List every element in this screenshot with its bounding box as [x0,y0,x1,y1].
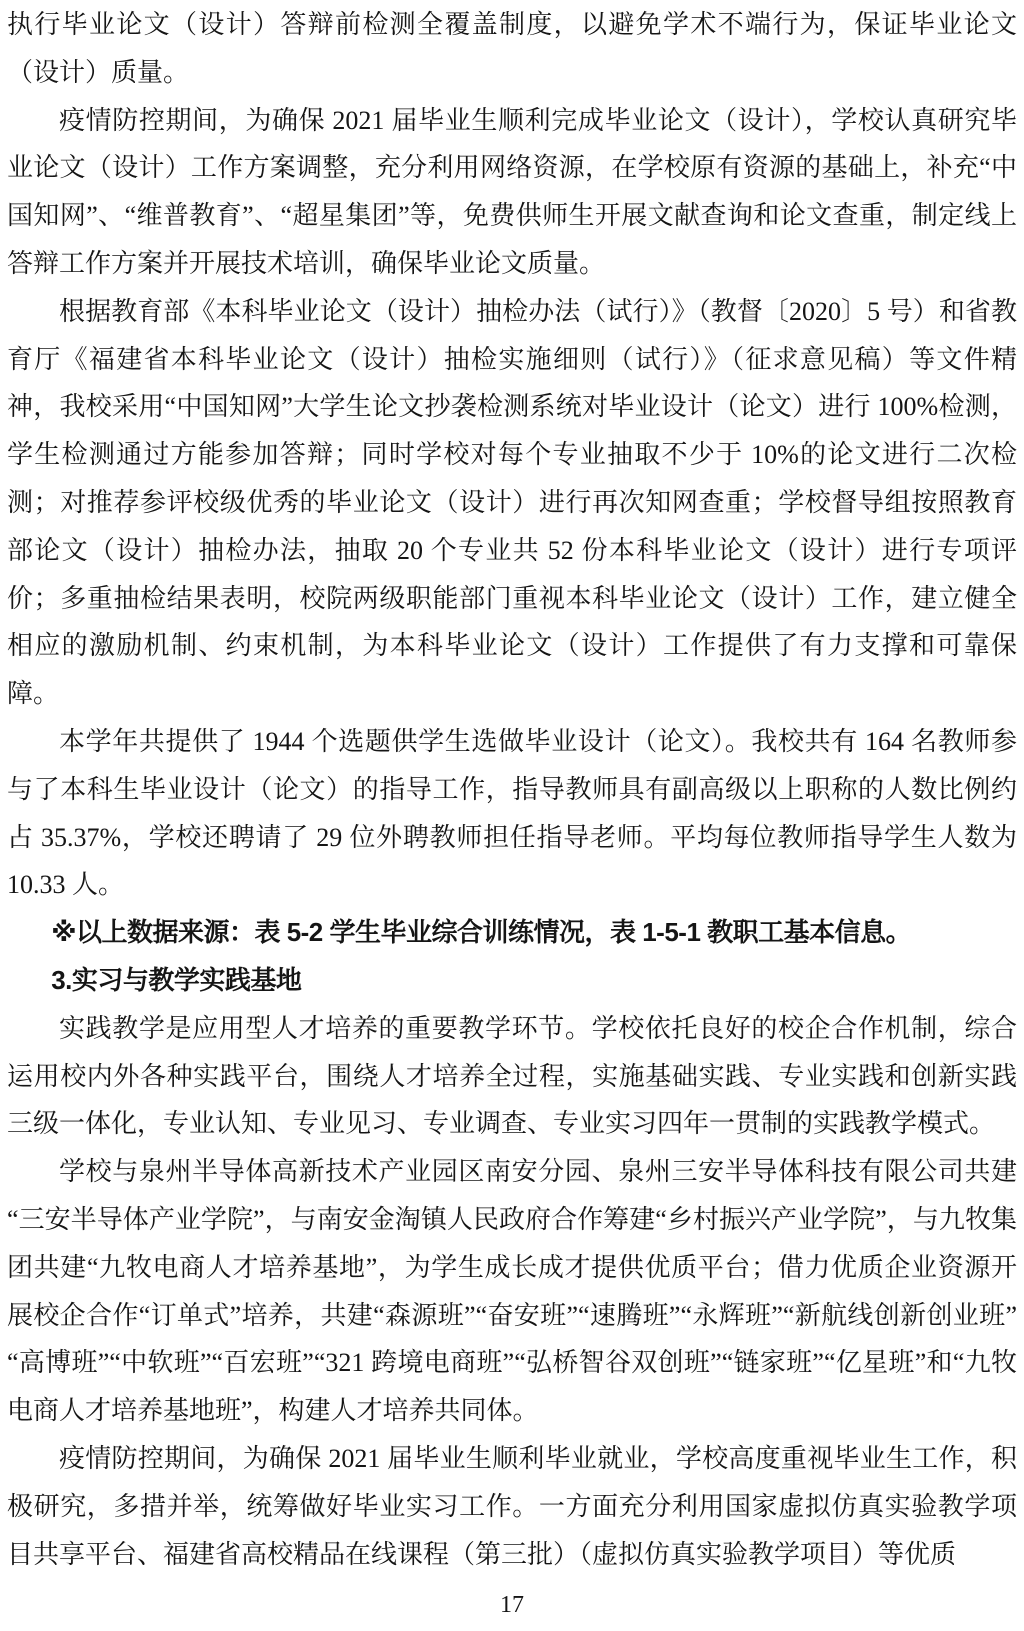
paragraph-industry-cooperation-classes: 学校与泉州半导体高新技术产业园区南安分园、泉州三安半导体科技有限公司共建“三安半导体产业学院”，与南安金淘镇人民政府合作筹建“乡村振兴产业学院”，与九牧集团共建“九牧电商人才培养基地”，为学生成长成才提供优质平台；借力优质企业资源开展校企合作“订单式”培养，共建“森源班”“奋安班”“速腾班”“永辉班”“新航线创新创业班”“高博班”“中软班”“百宏班”“321 跨境电商班”“弘桥智谷双创班”“链家班”“亿星班”和“九牧电商人才培养基地班”，构建人才培养共同体。 [7,1157,1017,1426]
paragraph-pandemic-thesis-plan: 疫情防控期间，为确保 2021 届毕业生顺利完成毕业论文（设计），学校认真研究毕业论文（设计）工作方案调整，充分利用网络资源，在学校原有资源的基础上，补充“中国知网”、“维普教育”、“超星集团”等，免费供师生开展文献查询和论文查重，制定线上答辩工作方案并开展技术培训，确保毕业论文质量。 [7,105,1017,278]
data-source-note: ※以上数据来源：表 5-2 学生毕业综合训练情况，表 1-5-1 教职工基本信息。 [51,917,912,948]
section-heading-practice-bases: 3.实习与教学实践基地 [51,964,302,995]
paragraph-pandemic-internship-work: 疫情防控期间，为确保 2021 届毕业生顺利毕业就业，学校高度重视毕业生工作，积极研究，多措并举，统筹做好毕业实习工作。一方面充分利用国家虚拟仿真实验教学项目共享平台、福建省高校精品在线课程（第三批）（虚拟仿真实验教学项目）等优质 [7,1443,1017,1569]
paragraph-practice-teaching-model: 实践教学是应用型人才培养的重要教学环节。学校依托良好的校企合作机制，综合运用校内外各种实践平台，围绕人才培养全过程，实施基础实践、专业实践和创新实践三级一体化，专业认知、专业见习、专业调查、专业实习四年一贯制的实践教学模式。 [7,1013,1017,1139]
paragraph-topic-and-supervisor-stats: 本学年共提供了 1944 个选题供学生选做毕业设计（论文）。我校共有 164 名教师参与了本科生毕业设计（论文）的指导工作，指导教师具有副高级以上职称的人数比例约占 35.37%，学校还聘请了 29 位外聘教师担任指导老师。平均每位教师指导学生人数为 10.33 人。 [7,726,1017,900]
paragraph-spot-check-policy: 根据教育部《本科毕业论文（设计）抽检办法（试行）》（教督〔2020〕5 号）和省教育厅《福建省本科毕业论文（设计）抽检实施细则（试行）》（征求意见稿）等文件精神，我校采用“中国知网”大学生论文抄袭检测系统对毕业设计（论文）进行 100%检测，学生检测通过方能参加答辩；同时学校对每个专业抽取不少于 10%的论文进行二次检测；对推荐参评校级优秀的毕业论文（设计）进行再次知网查重；学校督导组按照教育部论文（设计）抽检办法，抽取 20 个专业共 52 份本科毕业论文（设计）进行专项评价；多重抽检结果表明，校院两级职能部门重视本科毕业论文（设计）工作，建立健全相应的激励机制、约束机制，为本科毕业论文（设计）工作提供了有力支撑和可靠保障。 [7,296,1017,709]
paragraph-thesis-quality-continued: 执行毕业论文（设计）答辩前检测全覆盖制度，以避免学术不端行为，保证毕业论文（设计）质量。 [7,10,1017,87]
page-number: 17 [500,1592,524,1618]
